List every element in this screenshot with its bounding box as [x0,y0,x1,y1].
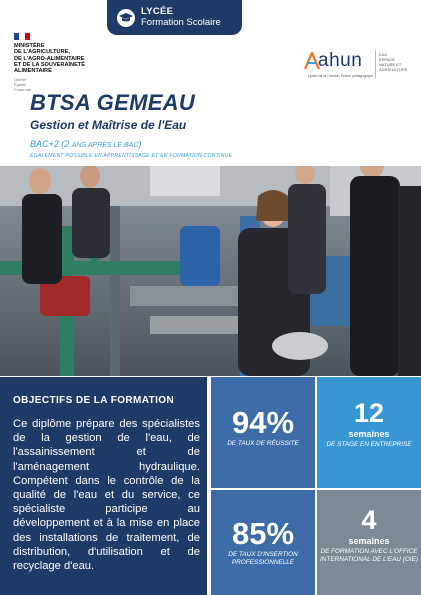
ahun-logo-text: ahun [318,50,363,71]
ahun-logo-subtitle: Lycée de la Creuse, Ferme pédagogique [308,74,373,78]
page-title: BTSA GEMEAU [30,90,196,115]
stat-oie-training [317,490,421,595]
stat-employment-rate [211,490,315,595]
objectives-heading: OBJECTIFS DE LA FORMATION [13,395,175,406]
stat-internship [317,377,421,488]
students-photo [0,166,421,376]
stat-value: 4 [361,505,377,535]
logo-divider [375,50,376,78]
stat-description: DE TAUX DE RÉUSSITE [227,440,299,447]
page-subtitle: Gestion et Maîtrise de l'Eau [30,118,187,132]
stat-unit: semaines [348,536,390,546]
training-modes-note: ÉGALEMENT POSSIBLE EN APPRENTISSAGE ET EN FORMATION CONTINUE [30,153,233,159]
stat-unit: semaines [348,429,390,439]
lycee-badge [107,0,242,35]
ministry-name: MINISTÈRE DE L'AGRICULTURE, DE L'AGRO-ALIMENTAIRE ET DE LA SOUVERAINETÉ ALIMENTAIRE [14,43,85,75]
ahun-logo-side-text: EAU ESPACE NATURE ET AGRICULTURE [379,52,408,72]
stat-description: DE FORMATION AVEC L'OFFICE INTERNATIONAL DE L'EAU (OIE) [320,548,418,563]
diploma-level: BAC+2 (2 ANS APRÈS LE BAC) [30,139,142,149]
graduation-cap-icon [117,9,135,27]
stat-description: DE STAGE EN ENTREPRISE [326,441,412,448]
stat-value: 85% [231,516,295,551]
french-flag-icon [14,33,30,40]
stat-value: 94% [231,405,295,440]
objectives-text: Ce diplôme prépare des spécialistes de la gestion de l'eau, de l'assainissement et de l'aménagement hydraulique. Compétent dans le contrôle de la qualité de l'eau et du service, ce spécialiste participe au développement et à la mise en place des installations de traitement, de distribution, d'utilisation et de recyclage d'eau. [13,418,200,573]
stat-success-rate [211,377,315,488]
badge-title: LYCÉE [141,6,174,17]
republic-motto: Liberté Égalité Fraternité [14,77,32,93]
stat-value: 12 [353,398,385,428]
badge-subtitle: Formation Scolaire [141,17,221,28]
ministry-logo [14,33,114,92]
objectives-panel [0,377,207,595]
ahun-logo [304,50,414,80]
stat-description: DE TAUX D'INSERTION PROFESSIONNELLE [228,551,298,566]
